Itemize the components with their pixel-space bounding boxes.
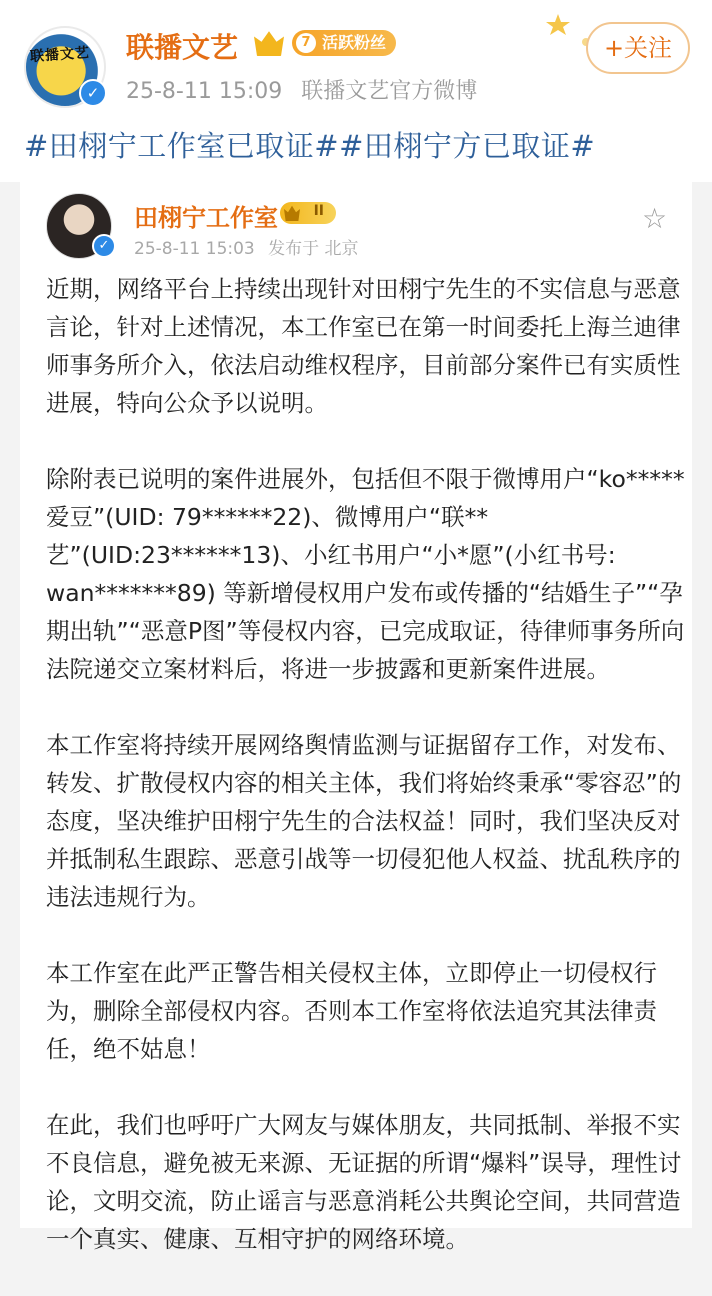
paragraph: 本工作室在此严正警告相关侵权主体，立即停止一切侵权行为，删除全部侵权内容。否则本工作室将依法追究其法律责任，绝不姑息！ xyxy=(46,959,657,1063)
fan-badge[interactable] xyxy=(292,30,396,56)
original-location: 发布于 北京 xyxy=(268,239,359,259)
repost-timestamp: 25-8-11 15:09 xyxy=(126,79,283,104)
verified-icon: ✓ xyxy=(79,79,107,107)
repost-source: 联播文艺官方微博 xyxy=(301,79,478,104)
member-level-text: II xyxy=(313,203,324,219)
verified-icon: ✓ xyxy=(92,234,116,258)
crown-badge-icon xyxy=(284,205,300,221)
account-name[interactable]: 联播文艺 xyxy=(126,31,239,64)
paragraph: 在此，我们也呼吁广大网友与媒体朋友，共同抵制、举报不实不良信息，避免被无来源、无证据的所谓“爆料”误导，理性讨论，文明交流，防止谣言与恶意消耗公共舆论空间，共同营造一个真实、健康、互相守护的网络环境。 xyxy=(46,1111,682,1253)
paragraph: 除附表已说明的案件进展外，包括但不限于微博用户“ko*****爱豆”(UID: 79******22)、微博用户“联**艺”(UID:23******13)、小红书用户“小*愿”(小红书号: wan*******89) 等新增侵权用户发布或传播的“结婚生子”“孕期出轨”“恶意P图”等侵权内容，已完成取证，待律师事务所向法院递交立案材料后，将进一步披露和更新案件进展。 xyxy=(46,465,685,683)
member-level-badge xyxy=(280,202,336,224)
hashtag-links[interactable]: #田栩宁工作室已取证##田栩宁方已取证# xyxy=(24,129,596,163)
original-meta xyxy=(134,234,367,259)
paragraph: 近期，网络平台上持续出现针对田栩宁先生的不实信息与恶意言论，针对上述情况，本工作室已在第一时间委托上海兰迪律师事务所介入，依法启动维权程序，目前部分案件已有实质性进展，特向公众予以说明。 xyxy=(46,275,681,417)
fan-badge-icon: 7 xyxy=(296,33,316,53)
post-body xyxy=(46,270,686,1296)
paragraph: 本工作室将持续开展网络舆情监测与证据留存工作，对发布、转发、扩散侵权内容的相关主体，我们将始终秉承“零容忍”的态度，坚决维护田栩宁先生的合法权益！同时，我们坚决反对并抵制私生跟踪、恶意引战等一切侵犯他人权益、扰乱秩序的违法违规行为。 xyxy=(46,731,682,911)
original-account-name[interactable]: 田栩宁工作室 xyxy=(134,204,278,232)
fan-badge-label: 活跃粉丝 xyxy=(322,33,387,52)
avatar-logo-text: 联播文艺 xyxy=(29,44,91,66)
favorite-star-icon[interactable]: ☆ xyxy=(642,202,668,235)
follow-button[interactable]: +关注 xyxy=(586,22,690,74)
repost-meta xyxy=(126,74,489,105)
original-timestamp: 25-8-11 15:03 xyxy=(134,239,255,259)
